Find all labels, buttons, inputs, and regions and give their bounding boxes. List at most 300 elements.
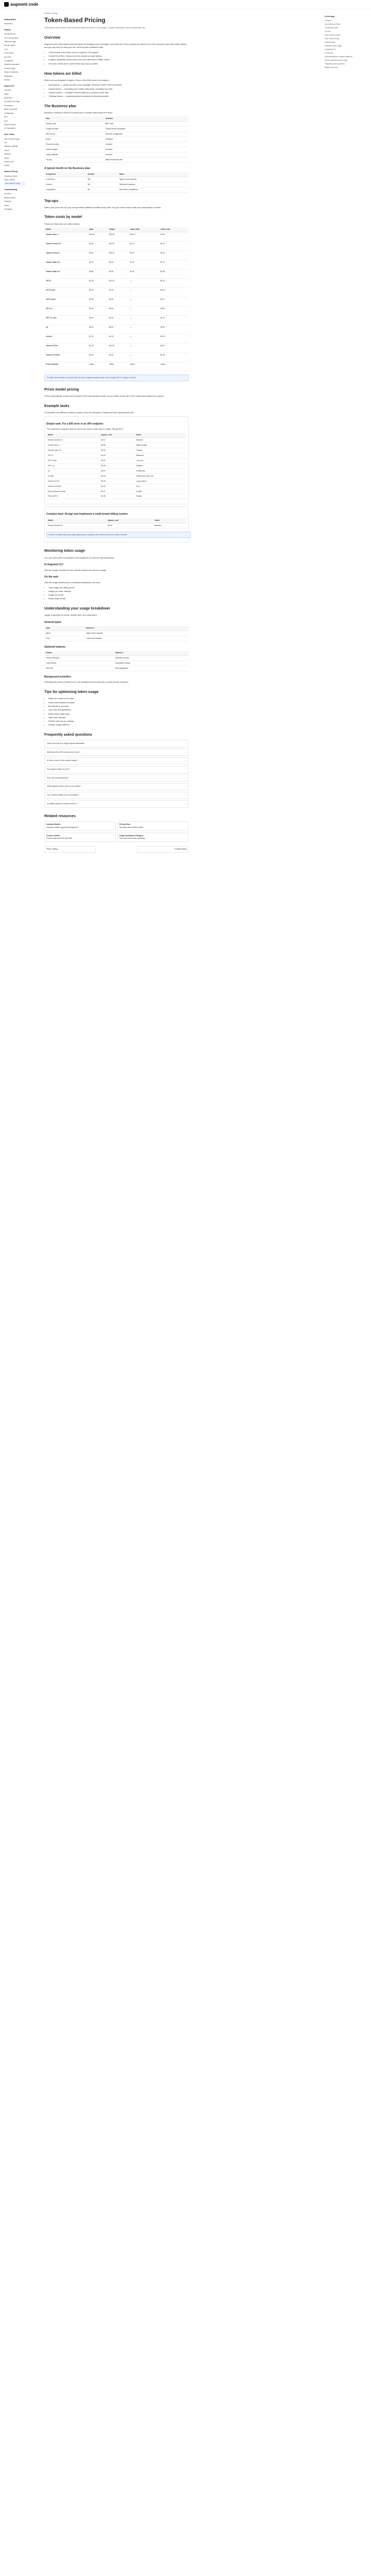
faq-item[interactable] bbox=[44, 757, 189, 765]
sidebar-item[interactable]: Completions bbox=[4, 60, 13, 62]
sidebar-item[interactable]: Overview bbox=[4, 193, 11, 195]
table-cell: $10.00 bbox=[108, 344, 129, 353]
related-card[interactable] bbox=[44, 833, 116, 842]
table-cell: $3.40 bbox=[106, 523, 153, 528]
web-text: Visit the usage dashboard for a detailed breakdown over time. bbox=[44, 581, 101, 584]
table-row bbox=[44, 142, 189, 147]
sidebar-item[interactable]: Overview bbox=[4, 89, 11, 92]
sidebar-item[interactable]: Vim & Neovim Plugin bbox=[4, 138, 20, 140]
table-cell: Prompt Enhancer bbox=[44, 656, 114, 661]
table-cell: $0.50 bbox=[159, 325, 189, 334]
table-row bbox=[46, 453, 187, 458]
table-header: Notes bbox=[134, 433, 187, 437]
sidebar-item[interactable]: Quick Start bbox=[4, 97, 12, 99]
table-cell: $1.25 bbox=[88, 344, 108, 353]
toc-item[interactable]: Frequently asked questions bbox=[325, 63, 345, 65]
sidebar-item[interactable]: Plans & Billing bbox=[4, 178, 15, 181]
table-cell: Seats bbox=[44, 137, 104, 142]
table-row bbox=[44, 137, 189, 142]
table-cell: $15.00 bbox=[108, 251, 129, 260]
sidebar-item[interactable]: Install bbox=[4, 93, 9, 95]
table-cell: $0.10 bbox=[159, 316, 189, 325]
sidebar-item[interactable]: Remote Agents bbox=[4, 44, 15, 47]
cli-heading: In Augment CLI bbox=[44, 563, 63, 567]
sidebar-item[interactable]: JetBrains Plugin bbox=[4, 40, 16, 43]
table-cell: $15.00 bbox=[108, 242, 129, 251]
faq-item[interactable] bbox=[44, 792, 189, 799]
table-header: Type bbox=[44, 626, 85, 631]
toc-item[interactable]: On the web bbox=[325, 52, 333, 54]
faq-question: Is there a cost for the context engine? bbox=[47, 759, 78, 762]
business-table bbox=[44, 116, 189, 162]
page-lead: Understand how tokens count and how Augment bills for LLM usage. Credits, examples, and the Business Tier. bbox=[44, 26, 146, 29]
faq-question: What does the API's services fee cover? bbox=[47, 751, 80, 753]
monitor-text: You can track token consumption from Augment CLI and the web dashboard. bbox=[44, 556, 115, 559]
table-row bbox=[44, 152, 189, 157]
table-cell: $8.00 bbox=[108, 325, 129, 334]
toc-item[interactable]: Overview bbox=[325, 19, 332, 22]
table-cell: $2.00 bbox=[88, 307, 108, 316]
table-cell: $0.08 bbox=[159, 269, 189, 279]
table-cell: Next Edit bbox=[44, 666, 114, 671]
tips-list bbox=[48, 697, 188, 726]
table-cell: Fast bbox=[134, 484, 187, 489]
table-cell: Premium models bbox=[44, 142, 104, 147]
toc-item[interactable]: The Business plan bbox=[325, 26, 339, 29]
sidebar-item[interactable]: Slash Commands bbox=[4, 108, 18, 111]
table-cell: Retrieval & indexing bbox=[118, 182, 189, 187]
prism-text: Prism automatically routes each request to the most suitable model. You are billed at the rate of the model that handled the request. bbox=[44, 395, 164, 398]
table-cell: $1.00 bbox=[128, 269, 159, 279]
table-row bbox=[46, 443, 187, 448]
table-cell: $0.09 bbox=[99, 479, 134, 484]
prism-heading: Prism model pricing bbox=[44, 388, 79, 392]
table-cell: $0.25 bbox=[88, 288, 108, 297]
table-cell: Varies bbox=[108, 362, 129, 371]
table-cell: $0.05 bbox=[88, 297, 108, 307]
toc-item[interactable]: Token costs by model bbox=[325, 33, 341, 36]
table-cell: $10.00 bbox=[108, 279, 129, 288]
sidebar-item[interactable]: Network Issues bbox=[4, 196, 15, 199]
models-note: The table above reflects current provider list prices. Augment passes model costs through with no markup on tokens. bbox=[44, 375, 189, 381]
table-cell: $3.75 bbox=[128, 242, 159, 251]
table-cell: Agent bbox=[44, 631, 85, 636]
toc-item[interactable]: Example tasks bbox=[325, 41, 335, 43]
sidebar-item[interactable]: VS Code Extension bbox=[4, 37, 19, 39]
toc-item[interactable]: Prism model pricing bbox=[325, 37, 339, 40]
table-cell: $0.05 bbox=[99, 473, 134, 479]
table-cell: $5.00 bbox=[108, 260, 129, 269]
table-cell: $0.02 bbox=[99, 484, 134, 489]
sidebar-item[interactable]: Rules & Guidelines bbox=[4, 71, 19, 74]
tips-heading: Tips for optimizing token usage bbox=[44, 690, 99, 694]
table-cell: Claude Opus 4 bbox=[46, 443, 99, 448]
table-cell: Agent & chat requests bbox=[118, 177, 189, 182]
table-cell: $2.00 bbox=[108, 288, 129, 297]
table-cell: $0.02 bbox=[99, 458, 134, 463]
table-cell: $0.09 bbox=[99, 453, 134, 458]
related-card-title: Pricing Plans bbox=[119, 823, 130, 825]
breadcrumb[interactable]: Models & Pricing bbox=[44, 12, 58, 14]
table-row bbox=[46, 489, 187, 494]
sidebar-item[interactable]: Next Edit bbox=[4, 56, 11, 58]
toc-item[interactable]: Related resources bbox=[325, 66, 338, 69]
table-cell: Baseline bbox=[153, 523, 187, 528]
table-row bbox=[44, 260, 189, 269]
table-row bbox=[44, 279, 189, 288]
table-cell: $1.60 bbox=[108, 316, 129, 325]
chevron-down-icon: ⌄ bbox=[184, 785, 186, 788]
list-item: • Output tokens — everything the model writes back, including tool calls. bbox=[48, 88, 188, 91]
table-row bbox=[44, 251, 189, 260]
table-cell: $2.00 bbox=[88, 325, 108, 334]
table-cell: Gemini 2.5 Pro bbox=[44, 344, 88, 353]
related-card[interactable] bbox=[117, 821, 189, 831]
faq-item[interactable] bbox=[44, 800, 189, 807]
table-cell: Monthly price bbox=[44, 122, 104, 127]
table-cell: Claude Haiku 4.5 bbox=[44, 260, 88, 269]
sidebar-item[interactable]: Security bbox=[4, 79, 10, 81]
sidebar-item[interactable]: Changelog bbox=[4, 208, 12, 211]
list-item: • Start fresh threads. bbox=[48, 716, 188, 719]
table-row bbox=[44, 126, 189, 131]
example-simple-table bbox=[46, 433, 187, 499]
table-cell: GPT-4.1 bbox=[44, 307, 88, 316]
overview-heading: Overview bbox=[44, 36, 61, 40]
related-card-title: Available Models bbox=[46, 823, 61, 825]
billed-list bbox=[48, 83, 188, 98]
sidebar-item[interactable]: Zed bbox=[4, 141, 7, 144]
sidebar-item[interactable]: Code Review bbox=[4, 52, 14, 55]
sidebar-item[interactable]: Auth bbox=[4, 120, 8, 122]
table-header: Cache write bbox=[128, 227, 159, 232]
sidebar-item[interactable]: Command Line Flags bbox=[4, 100, 20, 103]
list-item: • 1,000 tokens is the basic unit for a typical LLM request. bbox=[48, 51, 188, 54]
overview-text: Augment uses token-based pricing instead of charging a per-message or per-task fee. Every request you send to an LLM consumes input and output tokens, and you pay only for what you use, at the model's published rate. bbox=[44, 43, 188, 49]
table-cell: $0.04 bbox=[99, 448, 134, 453]
sidebar-item[interactable]: Emacs bbox=[4, 157, 9, 159]
table-row bbox=[46, 448, 187, 453]
table-cell: Long context bbox=[134, 479, 187, 484]
table-header: What it is bbox=[114, 651, 189, 655]
table-cell: Context engine bbox=[44, 147, 104, 152]
next-page-link[interactable]: Troubleshooting bbox=[137, 846, 189, 853]
table-header: What it is bbox=[85, 626, 189, 631]
table-header: Amount bbox=[86, 172, 117, 177]
toc-item[interactable]: In Augment CLI bbox=[325, 48, 336, 50]
chevron-down-icon: ⌄ bbox=[184, 742, 186, 744]
table-row bbox=[44, 147, 189, 152]
list-item: • Break down large tasks. bbox=[48, 713, 188, 716]
table-row bbox=[44, 344, 189, 353]
faq-question: How is the cost of a single request calculated? bbox=[47, 742, 85, 744]
faq-question: Can I set a spending limit? bbox=[47, 776, 69, 779]
table-cell: Credits included bbox=[44, 126, 104, 131]
table-cell: — bbox=[128, 325, 159, 334]
table-cell: $0.08 bbox=[99, 463, 134, 468]
table-cell: Claude Sonnet 4.5 bbox=[46, 523, 106, 528]
sidebar-item[interactable]: Introduction bbox=[4, 23, 13, 25]
example-complex bbox=[44, 506, 189, 543]
table-cell: $0.12 bbox=[99, 489, 134, 494]
billed-text: When you use Augment in Agent, Chat or Next Edit mode, we measure: bbox=[44, 78, 110, 81]
table-cell: $50 / seat bbox=[104, 122, 189, 127]
sidebar-item[interactable]: JetBrains Gateway bbox=[4, 145, 18, 148]
sidebar-item[interactable]: CI / Automation bbox=[4, 127, 15, 130]
table-cell: $0.40 bbox=[88, 316, 108, 325]
sidebar-item[interactable]: Eclipse bbox=[4, 164, 10, 167]
list-item: • Keep conversations focused. bbox=[48, 701, 188, 704]
list-item: • Use rules and guidelines. bbox=[48, 708, 188, 711]
faq-question: Do unused credits roll over? bbox=[47, 768, 70, 770]
topups-text: When your pool runs out, you can purchase additional credits at any time. Top-ups never expire while your subscription is active. bbox=[44, 206, 161, 209]
table-cell: GPT-5 bbox=[46, 453, 99, 458]
table-cell: Gemini 2.5 Flash bbox=[46, 484, 99, 489]
table-cell: Included bbox=[104, 142, 189, 147]
table-row bbox=[44, 182, 189, 187]
table-cell: Chat mode requests bbox=[85, 636, 189, 641]
example-complex-note: Costs for complex tasks vary widely depending on repository size and the amount of context retrieved. bbox=[46, 532, 191, 538]
related-card[interactable] bbox=[117, 833, 189, 842]
sidebar-section-title: Troubleshooting bbox=[4, 189, 17, 191]
table-cell: Gemini 2.5 Pro bbox=[46, 479, 99, 484]
table-row bbox=[44, 325, 189, 334]
sidebar-section-title: Models & Pricing bbox=[4, 171, 18, 173]
related-card-desc: Compare models supported by Augment bbox=[46, 826, 78, 828]
table-row bbox=[46, 468, 187, 473]
table-cell: Prism (Claude Sonnet) bbox=[46, 489, 99, 494]
table-cell: $1.10 bbox=[88, 334, 108, 344]
optional-table bbox=[44, 651, 189, 671]
table-cell: Low cost bbox=[134, 458, 187, 463]
sidebar-item[interactable]: Getting Started bbox=[4, 33, 15, 36]
table-row bbox=[44, 353, 189, 362]
related-cards bbox=[44, 821, 189, 842]
table-cell: $15.00 bbox=[88, 232, 108, 242]
sidebar-item[interactable]: Context Engine bbox=[4, 67, 15, 70]
typical-heading: A typical month on the Business plan bbox=[44, 166, 90, 170]
general-table bbox=[44, 626, 189, 641]
table-row bbox=[44, 307, 189, 316]
list-item: • Review auto top-up settings. bbox=[48, 720, 188, 723]
table-header: Plan bbox=[44, 116, 104, 121]
bg-heading: Background activities bbox=[44, 675, 71, 679]
table-cell: $0.08 bbox=[159, 353, 189, 362]
table-row bbox=[44, 122, 189, 127]
sidebar-section-title: Features bbox=[4, 29, 11, 31]
sidebar-item[interactable]: Status bbox=[4, 204, 9, 207]
table-cell: Fastest bbox=[134, 448, 187, 453]
table-cell: o3 bbox=[44, 325, 88, 334]
table-cell: $4.00 bbox=[108, 269, 129, 279]
chevron-down-icon: ⌄ bbox=[184, 794, 186, 796]
toc-item[interactable]: Top-ups bbox=[325, 30, 331, 32]
table-row bbox=[44, 187, 189, 192]
table-cell: $3.00 bbox=[88, 242, 108, 251]
toc-item[interactable]: Understanding your usage breakdown bbox=[325, 55, 352, 58]
table-header: Model bbox=[46, 518, 106, 523]
table-cell: Pooled across workspace bbox=[104, 126, 189, 131]
table-cell: $2.50 bbox=[108, 353, 129, 362]
sidebar-section-title: Augment CLI bbox=[4, 85, 14, 88]
sidebar-item[interactable]: Cursor bbox=[4, 149, 9, 151]
table-cell: $0.50 bbox=[159, 307, 189, 316]
table-row bbox=[44, 661, 189, 666]
table-cell: — bbox=[128, 288, 159, 297]
table-cell: Unlimited bbox=[104, 137, 189, 142]
table-cell: $0.80 bbox=[88, 269, 108, 279]
table-row bbox=[44, 656, 189, 661]
table-cell: $3.75 bbox=[128, 251, 159, 260]
table-row bbox=[44, 232, 189, 242]
table-header: Cache read bbox=[159, 227, 189, 232]
prev-page-link[interactable]: Plans & Billing bbox=[44, 846, 96, 853]
table-header: Approx. cost bbox=[106, 518, 153, 523]
example-complex-title: Complex task: Design and implement a multi-tenant billing system bbox=[46, 513, 128, 516]
related-card-desc: See plans and included credits bbox=[119, 826, 143, 828]
table-row bbox=[46, 458, 187, 463]
sidebar-item[interactable]: Feedback bbox=[4, 200, 11, 203]
toc-item[interactable]: Tips for optimizing token usage bbox=[325, 59, 347, 61]
table-header: Included bbox=[104, 116, 189, 121]
table-cell: GPT-5 nano bbox=[44, 297, 88, 307]
faq-item[interactable] bbox=[44, 774, 189, 782]
table-cell: Reasoning, lower cost bbox=[134, 473, 187, 479]
faq-item[interactable] bbox=[44, 783, 189, 790]
list-item: • Cached tokens — repeated context billed at a reduced cache rate. bbox=[48, 91, 188, 94]
table-header: Notes bbox=[118, 172, 189, 177]
table-cell: $0.01 bbox=[159, 297, 189, 307]
table-row bbox=[46, 479, 187, 484]
table-row bbox=[44, 242, 189, 251]
toc-heading: On this page bbox=[325, 15, 335, 18]
billed-heading: How tokens are billed bbox=[44, 72, 81, 76]
table-cell: Context bbox=[44, 182, 86, 187]
table-cell: $8.00 bbox=[108, 307, 129, 316]
example-simple-quote: "The /api/users endpoint returns a 500 error when a user has no avatar. Please fix it." bbox=[46, 428, 124, 431]
table-cell: Higher quality bbox=[134, 443, 187, 448]
sidebar-item[interactable]: Choosing a Model bbox=[4, 175, 18, 177]
table-row bbox=[46, 484, 187, 489]
table-cell: Prism (GPT) bbox=[46, 494, 99, 499]
table-row bbox=[44, 157, 189, 162]
table-cell: o3 bbox=[46, 468, 99, 473]
toc-item[interactable]: How tokens are billed bbox=[325, 23, 341, 25]
table-row bbox=[44, 631, 189, 636]
table-cell: Prism (default) bbox=[44, 362, 88, 371]
table-row bbox=[44, 316, 189, 325]
table-cell: GPT-5 mini bbox=[44, 288, 88, 297]
sidebar-item[interactable]: Permissions bbox=[4, 104, 13, 107]
table-row bbox=[46, 463, 187, 468]
table-row bbox=[46, 494, 187, 499]
table-cell: $1.50 bbox=[159, 232, 189, 242]
table-header: Model bbox=[44, 227, 88, 232]
table-cell: Edit suggestions bbox=[114, 666, 189, 671]
related-heading: Related resources bbox=[44, 814, 76, 818]
table-cell: GPT-5 bbox=[44, 279, 88, 288]
sidebar bbox=[4, 15, 26, 211]
table-cell: $0.13 bbox=[159, 279, 189, 288]
table-row bbox=[44, 362, 189, 371]
table-cell: Rewrites prompts bbox=[114, 656, 189, 661]
table-cell: $0.40 bbox=[108, 297, 129, 307]
table-cell: o4-mini bbox=[44, 334, 88, 344]
table-cell: $0.30 bbox=[159, 242, 189, 251]
page-nav bbox=[44, 846, 189, 853]
table-cell: $0.58 bbox=[99, 443, 134, 448]
sidebar-item[interactable]: Workflow Automation bbox=[4, 63, 20, 66]
faq-item[interactable] bbox=[44, 766, 189, 773]
sidebar-section-title: Getting Started bbox=[4, 19, 16, 21]
topups-heading: Top-ups bbox=[44, 199, 59, 203]
optional-heading: Optional features bbox=[44, 646, 66, 649]
faq-item[interactable] bbox=[44, 740, 189, 747]
table-cell: — bbox=[128, 316, 159, 325]
sidebar-item[interactable]: Windsurf bbox=[4, 153, 11, 156]
logo-icon bbox=[4, 2, 9, 7]
list-item: • Input tokens — system prompt, your message, retrieved context and tool results. bbox=[48, 83, 188, 87]
cli-text: Run the usage command to see current session and account usage. bbox=[44, 568, 107, 571]
sidebar-item[interactable]: Token-Based Pricing bbox=[4, 182, 26, 185]
example-simple-title: Simple task: Fix a 500 error in an API endpoint bbox=[46, 422, 104, 426]
table-cell: $4 bbox=[86, 187, 117, 192]
table-row bbox=[46, 473, 187, 479]
related-card[interactable] bbox=[44, 821, 116, 831]
table-cell: Reliable bbox=[134, 463, 187, 468]
table-cell: Claude Opus 4 bbox=[44, 232, 88, 242]
table-cell: Included bbox=[104, 147, 189, 152]
sidebar-item[interactable]: Sublime Text bbox=[4, 161, 14, 163]
faq-question: Do failed requests consume tokens? bbox=[47, 802, 77, 805]
sidebar-item[interactable]: Output Formats bbox=[4, 124, 16, 126]
table-cell: $1.25 bbox=[88, 279, 108, 288]
table-cell: GPT-4.1 mini bbox=[44, 316, 88, 325]
sidebar-item[interactable]: Configuration bbox=[4, 112, 14, 114]
top-bar bbox=[0, 0, 371, 9]
chevron-down-icon: ⌄ bbox=[184, 776, 186, 779]
list-item: • Monitor usage patterns. bbox=[48, 723, 188, 726]
table-cell: — bbox=[128, 307, 159, 316]
table-cell: Routed bbox=[134, 489, 187, 494]
chevron-down-icon: ⌄ bbox=[184, 751, 186, 753]
table-cell: $75.00 bbox=[108, 232, 129, 242]
sidebar-item[interactable]: Integrations bbox=[4, 75, 13, 77]
table-cell: $0.08 bbox=[99, 494, 134, 499]
table-cell: $4.40 bbox=[108, 334, 129, 344]
table-row bbox=[44, 131, 189, 137]
table-cell: Auto top-up bbox=[44, 131, 104, 137]
sidebar-section-title: Other Clients bbox=[4, 133, 15, 136]
sidebar-item[interactable]: MCP bbox=[4, 116, 8, 118]
table-cell: $0.12 bbox=[99, 438, 134, 443]
table-cell: — bbox=[128, 279, 159, 288]
list-item: • A higher-capability model costs more per token than a faster model. bbox=[48, 58, 188, 61]
sidebar-item[interactable]: Chat bbox=[4, 48, 8, 50]
breakdown-heading: Understanding your usage breakdown bbox=[44, 607, 110, 611]
table-row bbox=[44, 666, 189, 671]
table-cell: — bbox=[128, 353, 159, 362]
general-heading: General types bbox=[44, 621, 62, 624]
page-title: Token-Based Pricing bbox=[44, 16, 106, 24]
toc-item[interactable]: Monitoring token usage bbox=[325, 44, 342, 47]
table-cell: $0.31 bbox=[159, 344, 189, 353]
table-cell: Completions bbox=[44, 187, 86, 192]
table-cell: $0.10 bbox=[99, 468, 134, 473]
faq-question: What happens when I use up my credits? bbox=[47, 785, 81, 788]
logo[interactable] bbox=[4, 2, 38, 8]
faq-item[interactable] bbox=[44, 749, 189, 756]
